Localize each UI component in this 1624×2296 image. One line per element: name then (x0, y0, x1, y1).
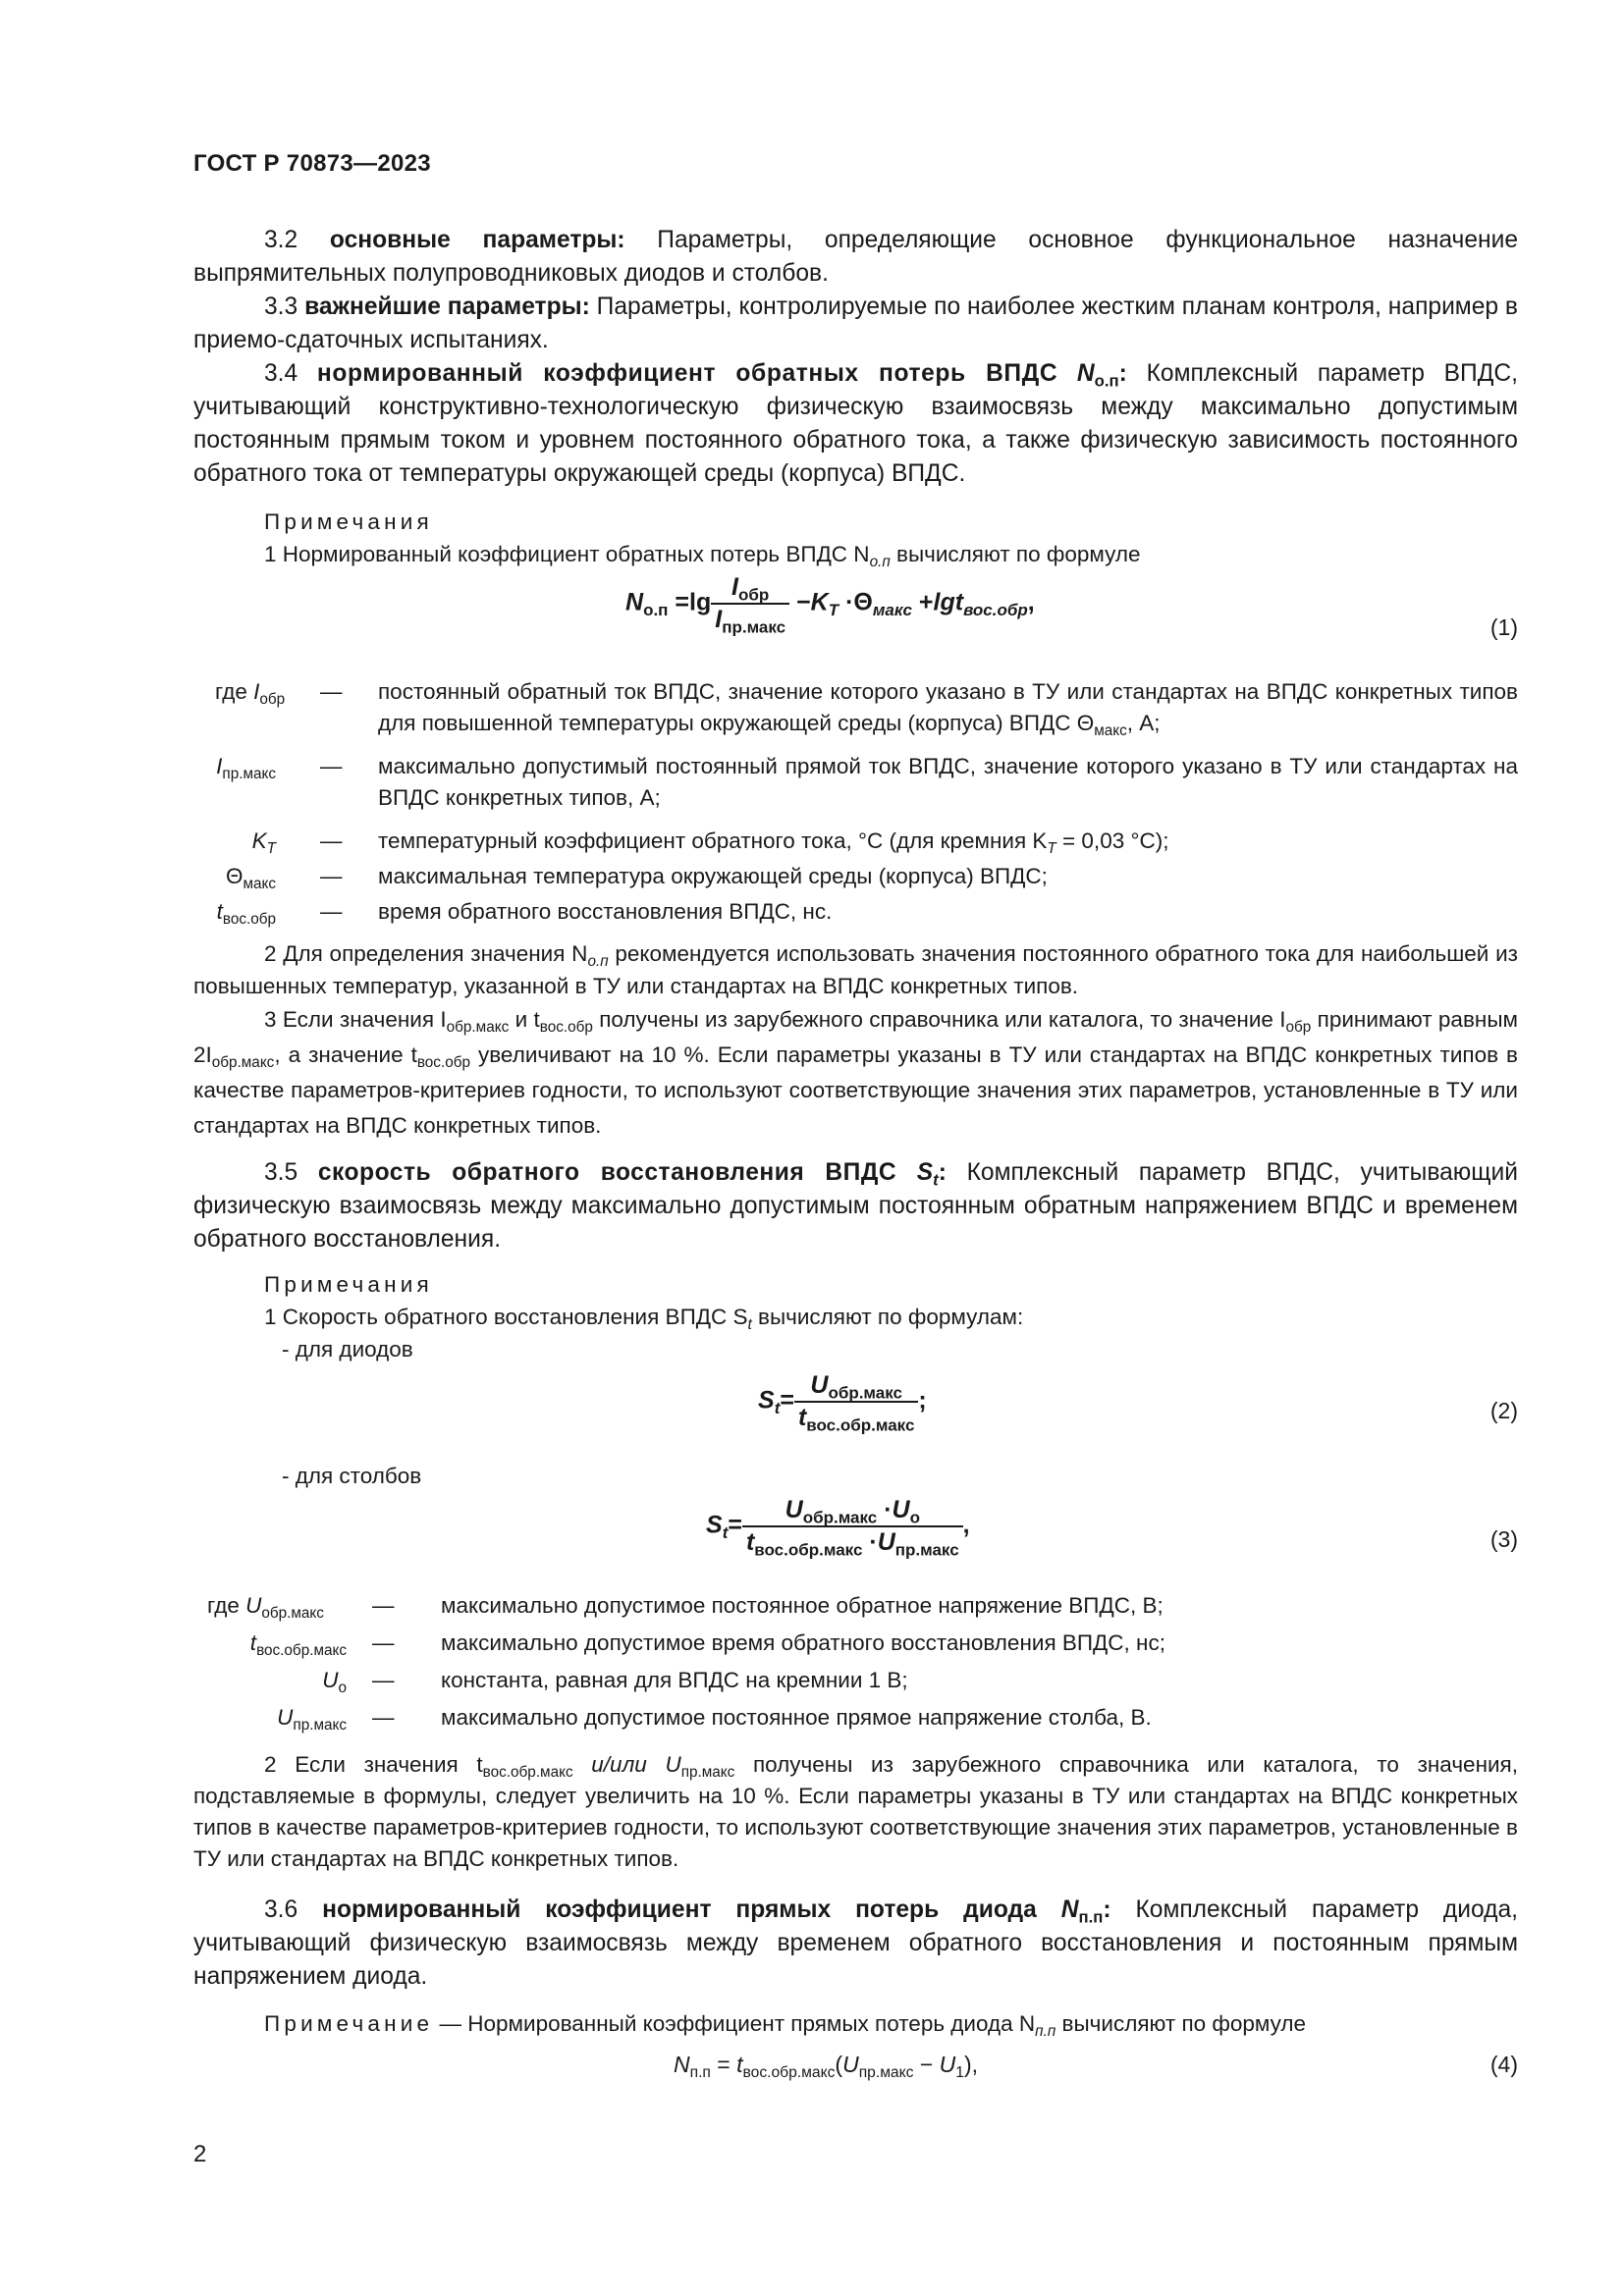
def-symbol: $\Theta_{макс}$ (225, 864, 276, 892)
section-3-4: 3.4 нормированный коэффициент обратных потерь ВПДС $N_{о.п}$: Комплексный параметр ВПДС, учитывающий конструктивно-технологическую физическую взаимосвязь между максимально допустимым постоянным прямым током и уровнем постоянного обратного тока, а также физическую зависимость постоянного обратного тока от температуры окружающей среды (корпуса) ВПДС. (193, 360, 1518, 487)
note-3-5-2: 2 Если значения $t_{вос.обр.макс}$ и/или $U_{пр.макс}$ получены из зарубежного справочника или каталога, то значения, подставляемые в формулы, следует увеличить на 10 %. Если параметры указаны в ТУ или стандартах на ВПДС конкретных типов в качестве параметров-критериев годности, то используют соответствующие значения этих параметров, установленные в ТУ или стандартах на ВПДС конкретных типов. (193, 1752, 1518, 1871)
note-3-4-3: 3 Если значения $I_{обр.макс}$ и $t_{вос.обр}$ получены из зарубежного справочника или каталога, то значение $I_{обр}$ принимают равным $2I_{обр.макс}$, а значение $t_{вос.обр}$ увеличивают на 10 %. Если параметры указаны в ТУ или стандартах на ВПДС конкретных типов в качестве параметров-критериев годности, то используют соответствующие значения этих параметров, установленные в ТУ или стандартах на ВПДС конкретных типов. (193, 1007, 1518, 1138)
term: нормированный коэффициент обратных потерь ВПДС (316, 360, 1058, 387)
notes-label: Примечания (264, 1272, 433, 1297)
notes-label: Примечания (264, 509, 433, 534)
definition: Комплексный параметр ВПДС, учитывающий конструктивно-технологическую физическую взаимосвязь между максимально допустимым постоянным прямым током и уровнем постоянного обратного тока, а также физическую зависимость постоянного обратного тока от температуры окружающей среды (корпуса) ВПДС. (193, 360, 1518, 487)
page-number: 2 (193, 2141, 207, 2167)
equation-number-1: (1) (1489, 614, 1518, 640)
section-number: 3.2 (264, 227, 298, 253)
note-3-4-2: 2 Для определения значения $N_{о.п}$ рекомендуется использовать значения постоянного обратного тока для наибольшей из повышенных температур, указанной в ТУ или стандартах на ВПДС конкретных типов. (193, 941, 1518, 998)
note-text: 1 Нормированный коэффициент обратных потерь ВПДС N (264, 542, 870, 566)
equation-number-3: (3) (1489, 1526, 1518, 1552)
document-header: ГОСТ Р 70873—2023 (193, 150, 431, 177)
section-number: 3.3 (264, 294, 298, 320)
definitions-formula-1: где $I_{обр}$ — постоянный обратный ток ВПДС, значение которого указано в ТУ или стандартах на ВПДС конкретных типов для повышенной температуры окружающей среды (корпуса) ВПДС $\Theta_{макс}$, А; $I_{пр.макс}$ — максимально допустимый постоянный прямой ток ВПДС, значение которого указано в ТУ или стандартах на ВПДС конкретных типов, А; $K_T$ — температурный коэффициент обратного тока, °C (для кремния $K_T = 0,03$ °C); $\Theta_{макс}$ — максимальная температура окружающей среды (корпуса) ВПДС; $t_{вос.обр}$ — время обратного восстановления ВПДС, нс. (193, 676, 1518, 941)
term: важнейшие параметры: (304, 294, 590, 320)
def-symbol: где $I_{обр}$ (215, 679, 286, 708)
formula-1: $N_{о.п} =\lg$ $\frac{I_{обр}}{I_{пр.макс}}$ $-K_T \cdot\Theta_{макс} +\lg t_{вос.обр}$, (625, 573, 1035, 637)
formula-4: $N_{п.п} = t_{вос.обр.макс}(U_{пр.макс} - U_1)$, (674, 2052, 979, 2081)
definition: Параметры, контролируемые по наиболее жестким планам контроля, например в приемо-сдаточных испытаниях. (193, 294, 1518, 353)
def-symbol: $K_T$ (251, 828, 276, 857)
section-3-6: 3.6 нормированный коэффициент прямых потерь диода $N_{п.п}$: Комплексный параметр диода, учитывающий физическую взаимосвязь между временем обратного восстановления и постоянным прямым напряжением диода. (193, 1896, 1518, 1990)
equation-number-2: (2) (1489, 1398, 1518, 1423)
section-number: 3.4 (264, 360, 298, 387)
def-symbol: $I_{пр.макс}$ (216, 754, 276, 782)
term: основные параметры: (329, 227, 625, 253)
note-3-6: Примечание — Нормированный коэффициент прямых потерь диода $N_{п.п}$ вычисляют по формуле (264, 2011, 1307, 2040)
section-3-2 (193, 224, 1518, 291)
def-symbol: $t_{вос.обр}$ (216, 899, 276, 928)
definitions-formula-2-3: где $U_{обр.макс}$ — максимально допустимое постоянное обратное напряжение ВПДС, В; $t_{вос.обр.макс}$ — максимально допустимое время обратного восстановления ВПДС, нс; $U_о$ — константа, равная для ВПДС на кремнии 1 В; $U_{пр.макс}$ — максимально допустимое постоянное прямое напряжение столба, В. (207, 1593, 1165, 1734)
formula-3: $S_t=$ $\frac{U_{обр.макс} \cdot U_о}{t_{вос.обр.макс} \cdot U_{пр.макс}}$ , (706, 1496, 970, 1560)
for-stacks-label: - для столбов (282, 1464, 422, 1488)
section-3-5: 3.5 скорость обратного восстановления ВПДС $S_t$: Комплексный параметр ВПДС, учитывающий физическую взаимосвязь между максимально допустимым постоянным обратным напряжением ВПДС и временем обратного восстановления. (193, 1159, 1518, 1253)
section-3-3 (193, 291, 1518, 357)
formula-2: $S_t=$ $\frac{U_{обр.макс}}{t_{вос.обр.макс}}$ ; (758, 1371, 927, 1435)
notes-3-4: Примечания 1 Нормированный коэффициент обратных потерь ВПДС $N_{о.п}$ вычисляют по формуле (193, 506, 1518, 570)
notes-3-5: Примечания 1 Скорость обратного восстановления ВПДС $S_t$ вычисляют по формулам: - для диодов (193, 1268, 1518, 1365)
definition: Параметры, определяющие основное функциональное назначение выпрямительных полупроводниковых диодов и столбов. (193, 227, 1518, 287)
equation-number-4: (4) (1489, 2052, 1518, 2077)
symbol: N (1076, 360, 1095, 387)
